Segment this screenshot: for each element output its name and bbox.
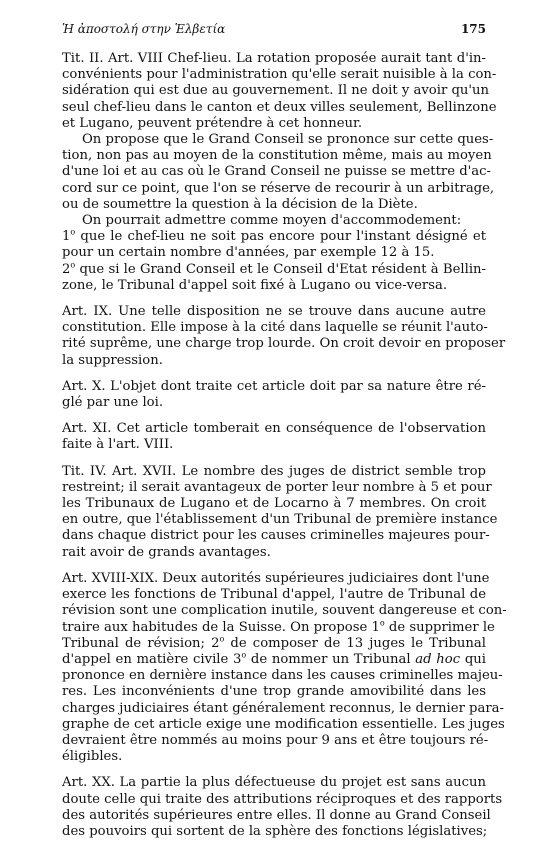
paragraph [62, 262, 486, 294]
body-text [62, 51, 507, 840]
text-line: les Tribunaux de Lugano et de Locarno à 7 membres. On croit [62, 496, 486, 512]
text-line: exerce les fonctions de Tribunal d'appel, l'autre de Tribunal de [62, 587, 486, 603]
text-line: traire aux habitudes de la Suisse. On propose 1$^o$ de supprimer le [62, 618, 495, 635]
paragraph [62, 132, 495, 213]
running-header [62, 22, 486, 36]
text-line: zone, le Tribunal d'appel soit fixé à Lugano ou vice-versa. [62, 277, 448, 293]
text-line: devraient être nommés au moins pour 9 ans et être toujours ré- [62, 732, 489, 748]
text-line: d'une loi et au cas où le Grand Conseil ne puisse se mettre d'ac- [62, 164, 491, 180]
paragraph [62, 570, 507, 765]
text-line: la suppression. [62, 352, 163, 368]
text-line: charges judiciaires étant généralement reconnus, le dernier para- [62, 700, 504, 716]
text-line: révision sont une complication inutile, souvent dangereuse et con- [62, 603, 507, 619]
paragraph [62, 379, 486, 411]
text-line: Art. X. L'objet dont traite cet article doit par sa nature être ré- [62, 378, 486, 394]
document-page [62, 22, 507, 850]
text-line: faite à l'art. VIII. [62, 437, 174, 453]
text-line: On pourrait admettre comme moyen d'accommodement: [82, 213, 462, 229]
paragraph [62, 304, 506, 369]
text-line: constitution. Elle impose à la cité dans laquelle se réunit l'auto- [62, 320, 488, 336]
text-line: 2$^o$ que si le Grand Conseil et le Conseil d'Etat résident à Bellin- [62, 260, 486, 277]
text-line: seul chef-lieu dans le canton et deux villes seulement, Bellinzone [62, 99, 497, 115]
text-line: Art. XI. Cet article tomberait en conséquence de l'observation [62, 421, 486, 437]
text-line: des autorités supérieures entre elles. Il donne au Grand Conseil [62, 807, 491, 823]
text-line: rité suprême, une charge trop lourde. On croit devoir en proposer [62, 336, 506, 352]
paragraph [62, 775, 503, 840]
paragraph [62, 463, 498, 561]
running-title: Ἡ ἀποστολή στην Ἑλβετία [62, 22, 226, 36]
text-line: On propose que le Grand Conseil se prononce sur cette ques- [82, 132, 494, 148]
text-line: sidération qui est due au gouvernement. Il ne doit y avoir qu'un [62, 83, 489, 99]
text-line: glé par une loi. [62, 395, 164, 411]
text-line: en outre, que l'établissement d'un Tribunal de première instance [62, 512, 498, 528]
paragraph [62, 51, 497, 132]
text-line: et Lugano, peuvent prétendre à cet honneur. [62, 115, 363, 131]
text-line: pour un certain nombre d'années, par exemple 12 à 15. [62, 245, 435, 261]
text-line: Art. XVIII-XIX. Deux autorités supérieures judiciaires dont l'une [62, 570, 490, 586]
text-line: des pouvoirs qui sortent de la sphère des fonctions législatives; [62, 823, 488, 839]
text-line: prononce en dernière instance dans les causes criminelles majeu- [62, 668, 503, 684]
paragraph [62, 421, 486, 453]
text-line: doute celle qui traite des attributions réciproques et des rapports [62, 791, 503, 807]
paragraph [62, 213, 486, 229]
text-line: res. Les inconvénients d'une trop grande amovibilité dans les [62, 684, 486, 700]
text-line: ou de soumettre la question à la décision de la Diète. [62, 196, 418, 212]
text-line: éligibles. [62, 749, 123, 765]
text-line: Tit. IV. Art. XVII. Le nombre des juges de district semble trop [62, 463, 486, 479]
text-line: restreint; il serait avantageux de porter leur nombre à 5 et pour [62, 479, 492, 495]
text-line: d'appel en matière civile 3$^o$ de nommer un Tribunal ad hoc qui [62, 650, 486, 667]
text-line: tion, non pas au moyen de la constitution même, mais au moyen [62, 148, 492, 164]
text-line: Tit. II. Art. VIII Chef-lieu. La rotation proposée aurait tant d'in- [62, 51, 486, 66]
text-line: rait avoir de grands avantages. [62, 544, 271, 560]
text-line: convénients pour l'administration qu'elle serait nuisible à la con- [62, 67, 497, 83]
text-line: graphe de cet article exige une modification essentielle. Les juges [62, 716, 505, 732]
text-line: cord sur ce point, que l'on se réserve de recourir à un arbitrage, [62, 180, 495, 196]
paragraph [62, 229, 486, 261]
page-number: 175 [460, 22, 486, 36]
text-line: dans chaque district pour les causes criminelles majeures pour- [62, 528, 490, 544]
text-line: Art. XX. La partie la plus défectueuse du projet est sans aucun [62, 775, 486, 791]
text-line: 1$^o$ que le chef-lieu ne soit pas encore pour l'instant désigné et [62, 227, 486, 245]
text-line: Art. IX. Une telle disposition ne se trouve dans aucune autre [62, 304, 486, 320]
text-line: Tribunal de révision; 2$^o$ de composer de 13 juges le Tribunal [62, 634, 486, 651]
